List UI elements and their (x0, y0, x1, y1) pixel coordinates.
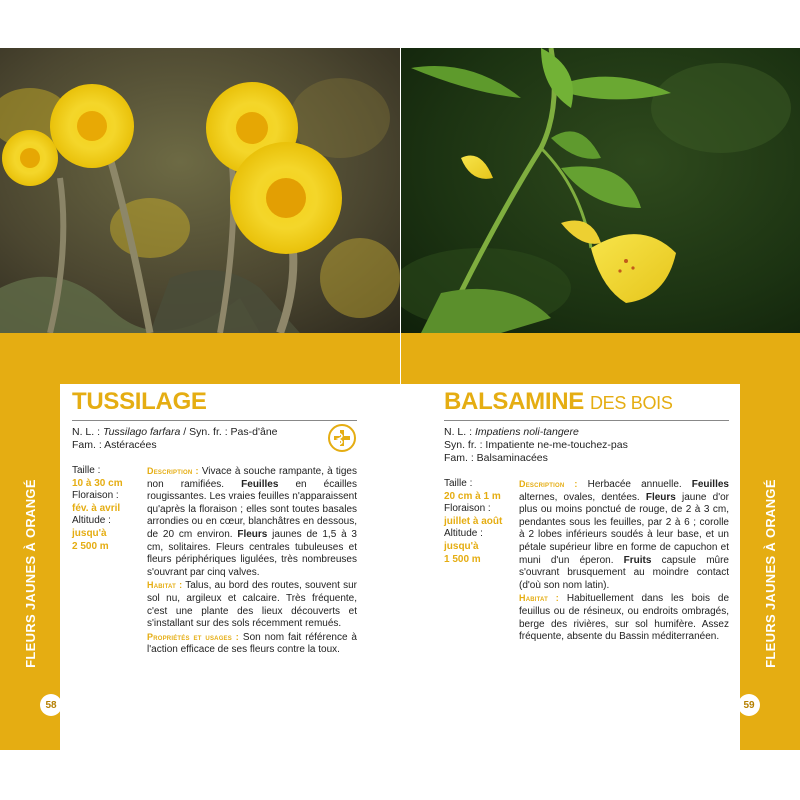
key-facts (72, 465, 142, 553)
synonym-line: Syn. fr. : Impatiente ne-me-touchez-pas (444, 439, 628, 451)
plant-description (519, 478, 729, 644)
section-label (740, 408, 800, 738)
plant-names (444, 426, 729, 465)
page-number: 58 (40, 694, 62, 716)
habitat-paragraph: Habitat : Talus, au bord des routes, souvent sur sol nu, argileux et calcaire. Très fréquente, c'est une plante des lieux découverts et s'installant sur des sols récemment remués. (147, 580, 358, 630)
flowering-label: Floraison : (72, 490, 119, 502)
plant-title (444, 388, 673, 416)
flowering-label: Floraison : (444, 503, 491, 515)
size-label: Taille : (72, 465, 101, 476)
plant-title-main: BALSAMINE (444, 388, 584, 415)
family-line: Fam. : Astéracées (72, 439, 157, 451)
flowering-value: fév. à avril (72, 502, 121, 514)
plant-title-sub: DES BOIS (589, 393, 673, 413)
right-page (401, 48, 800, 750)
altitude-value-1: jusqu'à (444, 540, 479, 552)
size-value: 10 à 30 cm (72, 477, 123, 489)
pharmacy-cross-icon (328, 424, 356, 452)
section-strip (401, 333, 800, 384)
balsam-photo (401, 48, 800, 333)
family-line: Fam. : Balsaminacées (444, 452, 548, 464)
altitude-value-2: 1 500 m (444, 553, 481, 565)
coltsfoot-photo (0, 48, 400, 333)
habitat-paragraph: Habitat : Habituellement dans les bois de feuillus ou de résineux, ou endroits ombragés, berge des rivières, sur sol humifère. Assez fréquente, absente du Bassin méditerranéen. (519, 593, 729, 643)
description-paragraph: Description : Herbacée annuelle. Feuilles alternes, ovales, dentées. Fleurs jaune d'or plus ou moins ponctué de rouge, de 2 à 3 cm, pendantes sous les feuilles, par 2 à 6 ; corolle à 2 lobes inférieurs soudés à leur base, et un pétale supérieur libre en forme de capuchon et muni d'un éperon. Fruits capsule mûre s'ouvrant brusquement au moindre contact (d'où son nom latin). (519, 479, 729, 591)
altitude-value-2: 2 500 m (72, 540, 109, 552)
section-strip (0, 333, 400, 384)
latin-name-line: N. L. : Tussilago farfara / Syn. fr. : Pas-d'âne (72, 426, 278, 438)
title-rule (444, 420, 729, 421)
plant-names (72, 426, 322, 452)
section-label-text: FLEURS JAUNES À ORANGÉ (762, 478, 778, 668)
section-label-text: FLEURS JAUNES À ORANGÉ (22, 478, 38, 668)
flowering-value: juillet à août (444, 515, 503, 527)
page-number: 59 (738, 694, 760, 716)
plant-description (147, 465, 357, 657)
section-label (0, 408, 60, 738)
plant-title: TUSSILAGE (72, 388, 207, 415)
size-label: Taille : (444, 478, 473, 489)
uses-paragraph: Propriétés et usages : Son nom fait référence à l'action efficace de ses fleurs contre la toux. (147, 631, 357, 656)
latin-name-line: N. L. : Impatiens noli-tangere (444, 426, 579, 438)
description-paragraph: Description : Vivace à souche rampante, à tiges non ramifiées. Feuilles en écailles rougissantes. Les vraies feuilles n'apparaissent qu'après la floraison ; elles sont toutes basales arrondies ou en cœur, blanchâtres en dessous, de 20 cm environ. Fleurs jaunes de 1,5 à 3 cm, solitaires. Fleurs centrales tubuleuses et fleurs périphériques ligulées, très nombreuses s'ouvrant par cinq valves. (147, 466, 357, 578)
key-facts (444, 478, 514, 566)
altitude-label: Altitude : (444, 528, 483, 540)
altitude-value-1: jusqu'à (72, 527, 107, 539)
size-value: 20 cm à 1 m (444, 490, 501, 502)
altitude-label: Altitude : (72, 515, 111, 527)
left-page (0, 48, 400, 750)
title-rule (72, 420, 357, 421)
